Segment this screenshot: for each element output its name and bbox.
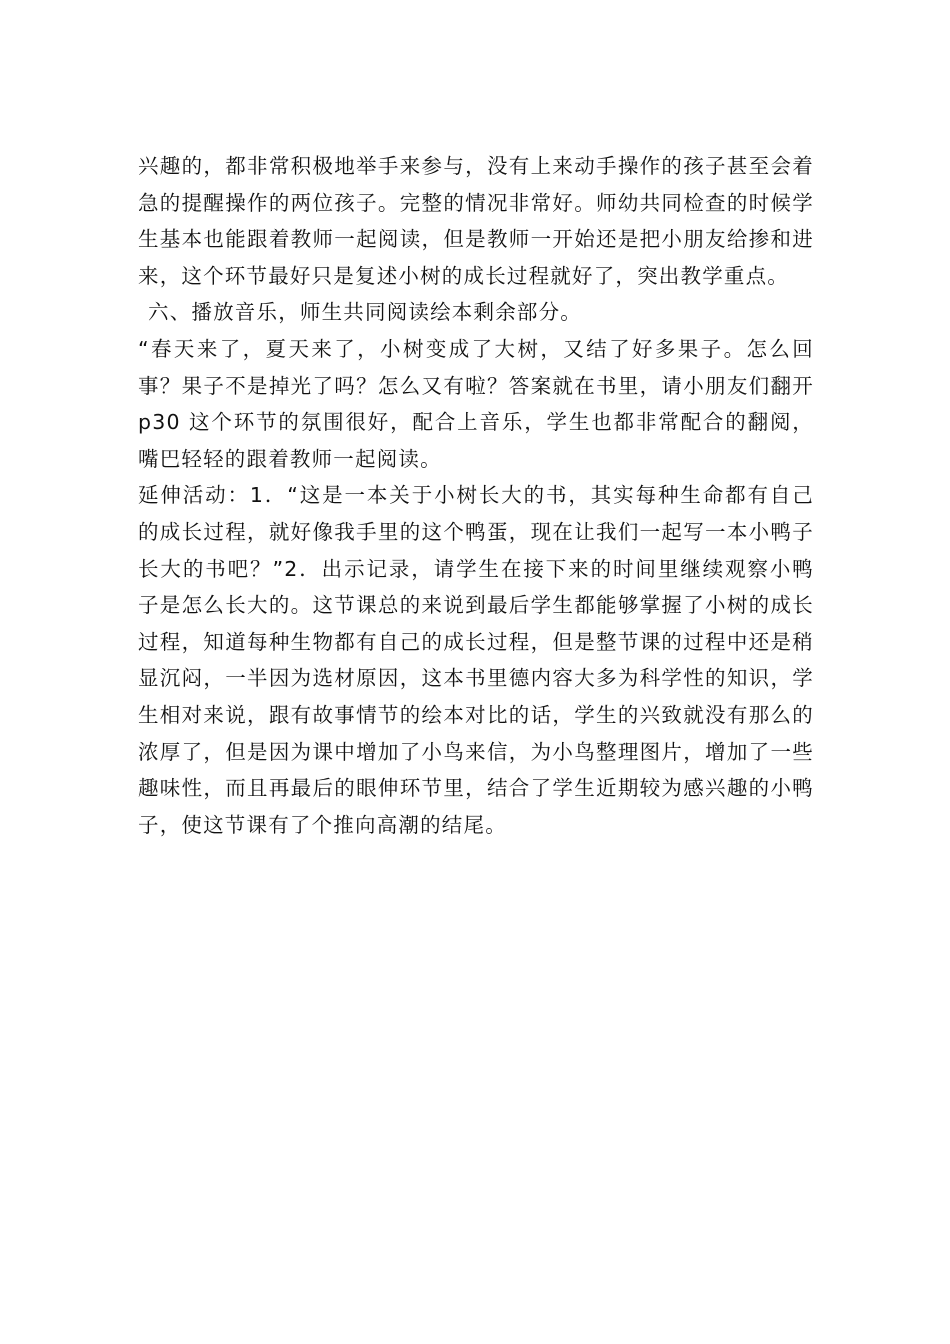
document-body bbox=[138, 148, 814, 843]
paragraph-reading-quote: “春天来了，夏天来了，小树变成了大树，又结了好多果子。怎么回事？果子不是掉光了吗？怎么又有啦？答案就在书里，请小朋友们翻开 p30 这个环节的氛围很好，配合上音乐，学生也都非常配合的翻阅，嘴巴轻轻的跟着教师一起阅读。 bbox=[138, 336, 814, 471]
paragraph-extension-activity: 延伸活动：1．“这是一本关于小树长大的书，其实每种生命都有自己的成长过程，就好像我手里的这个鸭蛋，现在让我们一起写一本小鸭子长大的书吧？”2．出示记录，请学生在接下来的时间里继续观察小鸭子是怎么长大的。这节课总的来说到最后学生都能够掌握了小树的成长过程，知道每种生物都有自己的成长过程，但是整节课的过程中还是稍显沉闷，一半因为选材原因，这本书里德内容大多为科学性的知识，学生相对来说，跟有故事情节的绘本对比的话，学生的兴致就没有那么的浓厚了，但是因为课中增加了小鸟来信，为小鸟整理图片，增加了一些趣味性，而且再最后的眼伸环节里，结合了学生近期较为感兴趣的小鸭子，使这节课有了个推向高潮的结尾。 bbox=[138, 483, 814, 837]
section-heading-six: 六、播放音乐，师生共同阅读绘本剩余部分。 bbox=[148, 300, 582, 325]
paragraph-lesson-review: 兴趣的，都非常积极地举手来参与，没有上来动手操作的孩子甚至会着急的提醒操作的两位孩子。完整的情况非常好。师幼共同检查的时候学生基本也能跟着教师一起阅读，但是教师一开始还是把小朋友给掺和进来，这个环节最好只是复述小树的成长过程就好了，突出教学重点。 bbox=[138, 154, 814, 288]
